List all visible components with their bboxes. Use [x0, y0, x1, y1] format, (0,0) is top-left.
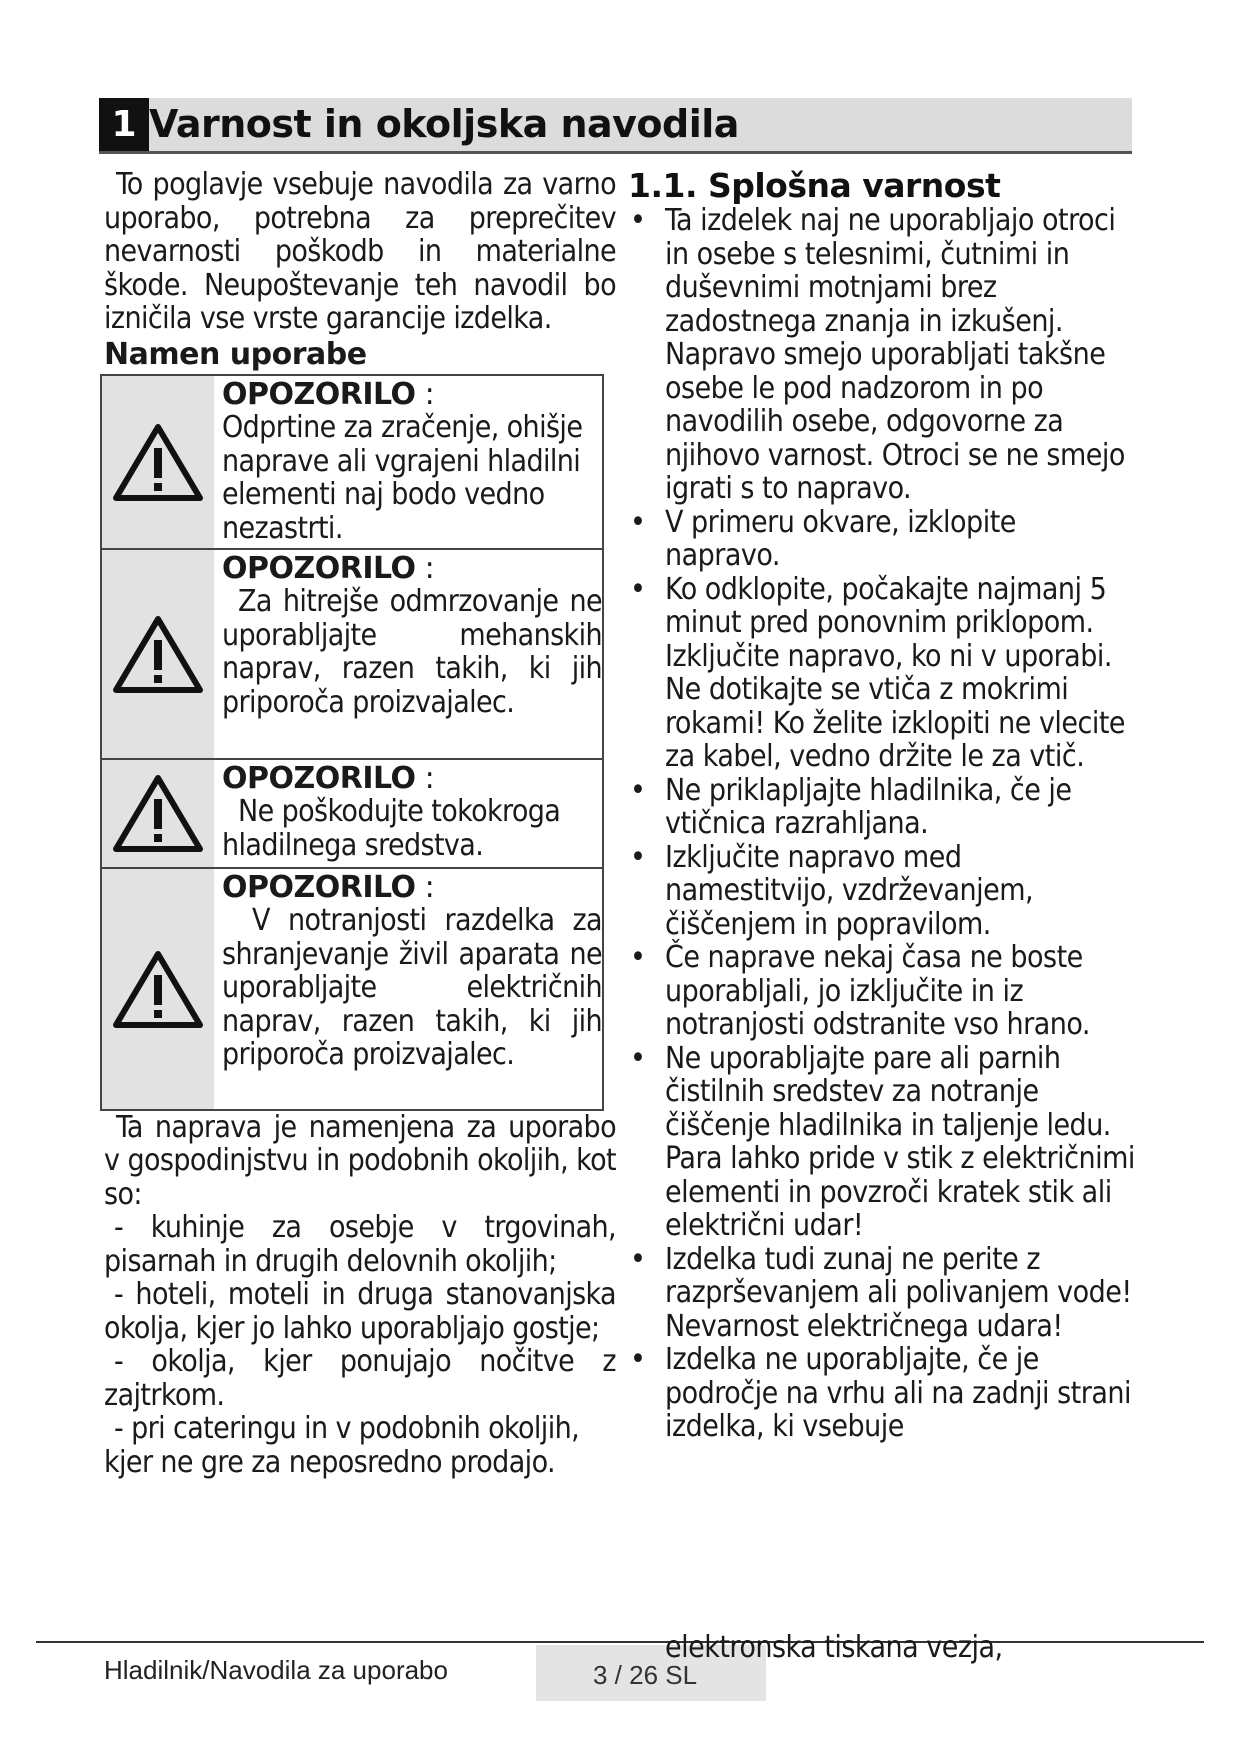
page-number: 3 / 26 SL — [593, 1660, 698, 1690]
warning-row — [102, 760, 602, 869]
safety-item: • Ne priklapljajte hladilnika, če je vtičnica razrahljana. — [628, 774, 1138, 841]
usage-item: - kuhinje za osebje v trgovinah, pisarnah in drugih delovnih okoljih; — [104, 1210, 616, 1279]
intended-use-heading: Namen uporabe — [104, 336, 367, 372]
warning-text-cell — [214, 869, 602, 1109]
safety-item: • V primeru okvare, izklopite napravo. — [628, 506, 1138, 573]
warning-title-colon: : — [415, 760, 435, 796]
warning-icon-cell — [102, 550, 214, 758]
warning-row — [102, 869, 602, 1109]
warning-title-colon: : — [415, 376, 435, 412]
warning-icon-cell — [102, 869, 214, 1109]
safety-item: • Ta izdelek naj ne uporabljajo otroci in osebe s telesnimi, čutnimi in duševnimi motnjami brez zadostnega znanja in izkušenj. Napravo smejo uporabljati takšne osebe le pod nadzorom in po navodilih osebe, odgovorne za njihovo varnost. Otroci se ne smejo igrati s to napravo. — [628, 204, 1138, 506]
warning-title: OPOZORILO — [222, 550, 416, 586]
safety-item: • Ne uporabljajte pare ali parnih čistilnih sredstev za notranje čiščenje hladilnika in taljenje ledu. Para lahko pride v stik z električnimi elementi in povzroči kratek stik ali električni udar! — [628, 1042, 1138, 1243]
warning-icon-cell — [102, 760, 214, 867]
safety-item: • Ko odklopite, počakajte najmanj 5 minut pred ponovnim priklopom. Izključite napravo, ko ni v uporabi. Ne dotikajte se vtiča z mokrimi rokami! Ko želite izklopiti ne vlecite za kabel, vedno držite le za vtič. — [628, 573, 1138, 774]
warning-icon-cell — [102, 376, 214, 548]
usage-item: - pri cateringu in v podobnih okoljih, kjer ne gre za neposredno prodajo. — [104, 1411, 580, 1480]
chapter-title: Varnost in okoljska navodila — [149, 102, 739, 146]
warning-triangle-icon — [112, 614, 204, 694]
safety-item-continuation: elektronska tiskana vezja, — [665, 1630, 1003, 1665]
warning-title: OPOZORILO — [222, 760, 416, 796]
warning-text: Za hitrejše odmrzovanje ne uporabljajte mehanskih naprav, razen takih, ki jih priporoča proizvajalec. — [222, 584, 602, 720]
chapter-number: 1 — [99, 98, 149, 151]
warning-title-colon: : — [415, 869, 435, 905]
warning-row — [102, 376, 602, 550]
safety-item: • Izključite napravo med namestitvijo, vzdrževanjem, čiščenjem in popravilom. — [628, 841, 1138, 942]
chapter-header — [99, 98, 1132, 154]
warning-title: OPOZORILO — [222, 376, 416, 412]
usage-intro: Ta naprava je namenjena za uporabo v gospodinjstvu in podobnih okoljih, kot so: — [104, 1109, 616, 1212]
left-column — [104, 168, 616, 1479]
warning-text: Odprtine za zračenje, ohišje naprave ali vgrajeni hladilni elementi naj bodo vedno nezastrti. — [222, 410, 583, 546]
right-column — [628, 168, 1138, 1444]
warning-text: V notranjosti razdelka za shranjevanje živil aparata ne uporabljajte električnih naprav, razen takih, ki jih priporoča proizvajalec. — [222, 903, 602, 1072]
usage-item: - okolja, kjer ponujajo nočitve z zajtrkom. — [104, 1344, 616, 1413]
warning-text-cell — [214, 550, 602, 758]
warning-triangle-icon — [112, 773, 204, 853]
safety-item: • Izdelka ne uporabljajte, če je področje na vrhu ali na zadnji strani izdelka, ki vsebuje — [628, 1343, 1138, 1444]
warning-triangle-icon — [112, 422, 204, 502]
safety-item: • Če naprave nekaj časa ne boste uporabljali, jo izključite in iz notranjosti odstranite vso hrano. — [628, 941, 1138, 1042]
footer-doc-title: Hladilnik/Navodila za uporabo — [104, 1655, 448, 1685]
safety-list — [628, 204, 1138, 1444]
warning-text-cell — [214, 760, 602, 867]
section-heading: 1.1. Splošna varnost — [628, 166, 1001, 205]
footer-divider — [36, 1641, 1204, 1643]
warning-title: OPOZORILO — [222, 869, 416, 905]
warnings-table — [100, 374, 604, 1111]
warning-row — [102, 550, 602, 760]
warning-text-cell — [214, 376, 602, 548]
intro-paragraph: To poglavje vsebuje navodila za varno uporabo, potrebna za preprečitev nevarnosti poškodb in materialne škode. Neupoštevanje teh navodil bo izničila vse vrste garancije izdelka. — [104, 167, 616, 336]
safety-item: • Izdelka tudi zunaj ne perite z razprševanjem ali polivanjem vode! Nevarnost električnega udara! — [628, 1243, 1138, 1344]
usage-item: - hoteli, moteli in druga stanovanjska okolja, kjer jo lahko uporabljajo gostje; — [104, 1277, 616, 1346]
warning-text: Ne poškodujte tokokroga hladilnega sredstva. — [222, 794, 561, 863]
warning-triangle-icon — [112, 949, 204, 1029]
warning-title-colon: : — [415, 550, 435, 586]
